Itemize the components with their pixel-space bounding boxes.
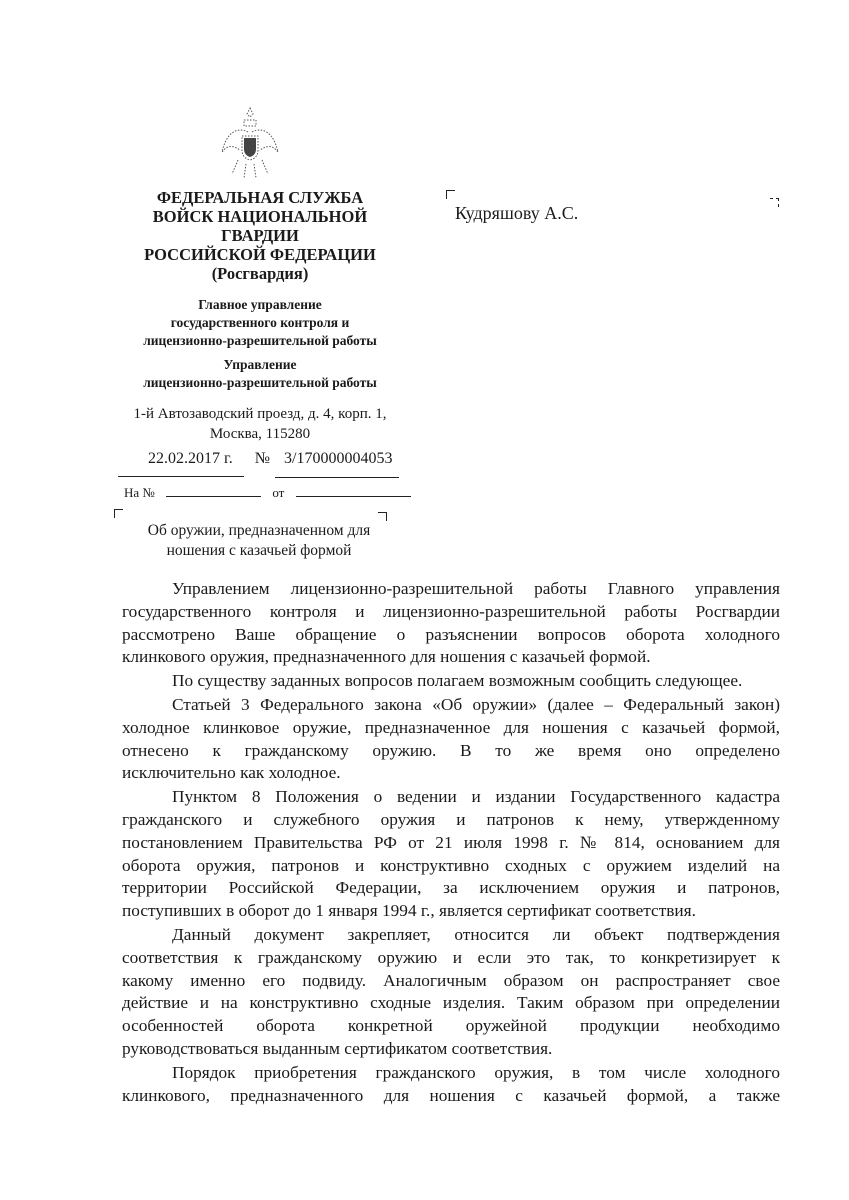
text-line: какому именно его подвиду. Аналогичным образом он распространяет свое [122,970,780,990]
address-line: Москва, 115280 [209,426,311,442]
reference-line [124,485,411,501]
text-line: поступивших в оборот до 1 января 1994 г., является сертификат соответствия. [122,901,696,921]
date-underline [118,476,244,477]
text-line: особенностей оборота конкретной оружейной продукции необходимо [122,1016,780,1036]
dept-line: государственного контроля и [170,315,350,330]
address-line: 1-й Автозаводский проезд, д. 4, корп. 1, [133,406,387,422]
paragraph [122,578,780,669]
document-date-number [148,450,392,468]
text-line: клинкового, предназначенного для ношения с казачьей формой, а также [122,1085,780,1105]
organization-name [110,188,410,283]
text-line: руководствоваться выданным сертификатом соответствия. [122,1038,553,1058]
text-line: постановлением Правительства РФ от 21 июля 1998 г. № 814, основанием для [122,832,780,852]
text-line: клинкового оружия, предназначенного для ношения с казачьей формой. [122,647,651,667]
org-line: ФЕДЕРАЛЬНАЯ СЛУЖБА [156,188,364,207]
ref-date-blank [296,496,411,497]
text-line: Порядок приобретения гражданского оружия, в том числе холодного [172,1062,780,1082]
text-line: отнесено к гражданскому оружию. В то же время оно определено [122,740,780,760]
paragraph [122,786,780,923]
recipient: Кудряшову А.С. [455,203,579,223]
text-line: Управлением лицензионно-разрешительной работы Главного управления [172,579,780,598]
paragraph [122,694,780,785]
dept-line: лицензионно-разрешительной работы [143,375,377,390]
text-line: рассмотрено Ваше обращение о разъяснении вопросов оборота холодного [122,624,780,644]
text-line: действие и на конструктивно сходные изделия. Таким образом при определении [122,993,780,1013]
number-underline [275,477,399,478]
recipient-corner-mark [446,190,455,199]
subject-line: Об оружии, предназначенном для [147,522,371,539]
address [110,404,410,444]
paragraph [122,670,780,693]
subject [124,521,394,561]
org-line: РОССИЙСКОЙ ФЕДЕРАЦИИ [144,245,376,264]
ref-from-label: от [272,485,285,500]
text-line: По существу заданных вопросов полагаем возможным сообщить следующее. [172,671,743,691]
org-line: ГВАРДИИ [221,226,299,245]
text-line: Данный документ закрепляет, относится ли объект подтверждения [172,924,780,944]
main-directorate [110,296,410,350]
dept-line: лицензионно-разрешительной работы [143,333,377,348]
text-line: оборота оружия, патронов и конструктивно сходных с оружием изделий на [122,855,780,875]
text-line: Пунктом 8 Положения о ведении и издании Государственного кадастра [172,787,780,807]
subject-line: ношения с казачьей формой [166,542,352,559]
text-line: исключительно как холодное. [122,763,341,783]
org-line: (Росгвардия) [211,264,309,283]
number-label: № [254,450,271,467]
dept-line: Управление [223,357,297,372]
subject-corner-mark [378,512,387,521]
paragraph [122,924,780,1061]
letter-body [122,578,780,1108]
rosgvardia-emblem-icon [218,104,282,184]
org-line: ВОЙСК НАЦИОНАЛЬНОЙ [152,207,368,226]
recipient-corner-mark [770,198,779,207]
document-number: 3/170000004053 [284,450,393,467]
ref-number-blank [166,496,261,497]
text-line: гражданского и служебного оружия и патронов к нему, утвержденному [122,809,780,829]
dept-line: Главное управление [198,297,322,312]
directorate [110,356,410,392]
ref-number-label: На № [124,485,155,500]
text-line: соответствия к гражданскому оружию и если это так, то конкретизирует к [122,947,780,967]
document-date: 22.02.2017 г. [148,450,233,467]
text-line: территории Российской Федерации, за исключением оружия и патронов, [122,878,780,898]
text-line: Статьей 3 Федерального закона «Об оружии» (далее – Федеральный закон) [172,694,780,714]
text-line: холодное клинковое оружие, предназначенное для ношения с казачьей формой, [122,717,780,737]
paragraph [122,1062,780,1108]
text-line: государственного контроля и лицензионно-разрешительной работы Росгвардии [122,601,780,621]
subject-corner-mark [114,509,123,518]
